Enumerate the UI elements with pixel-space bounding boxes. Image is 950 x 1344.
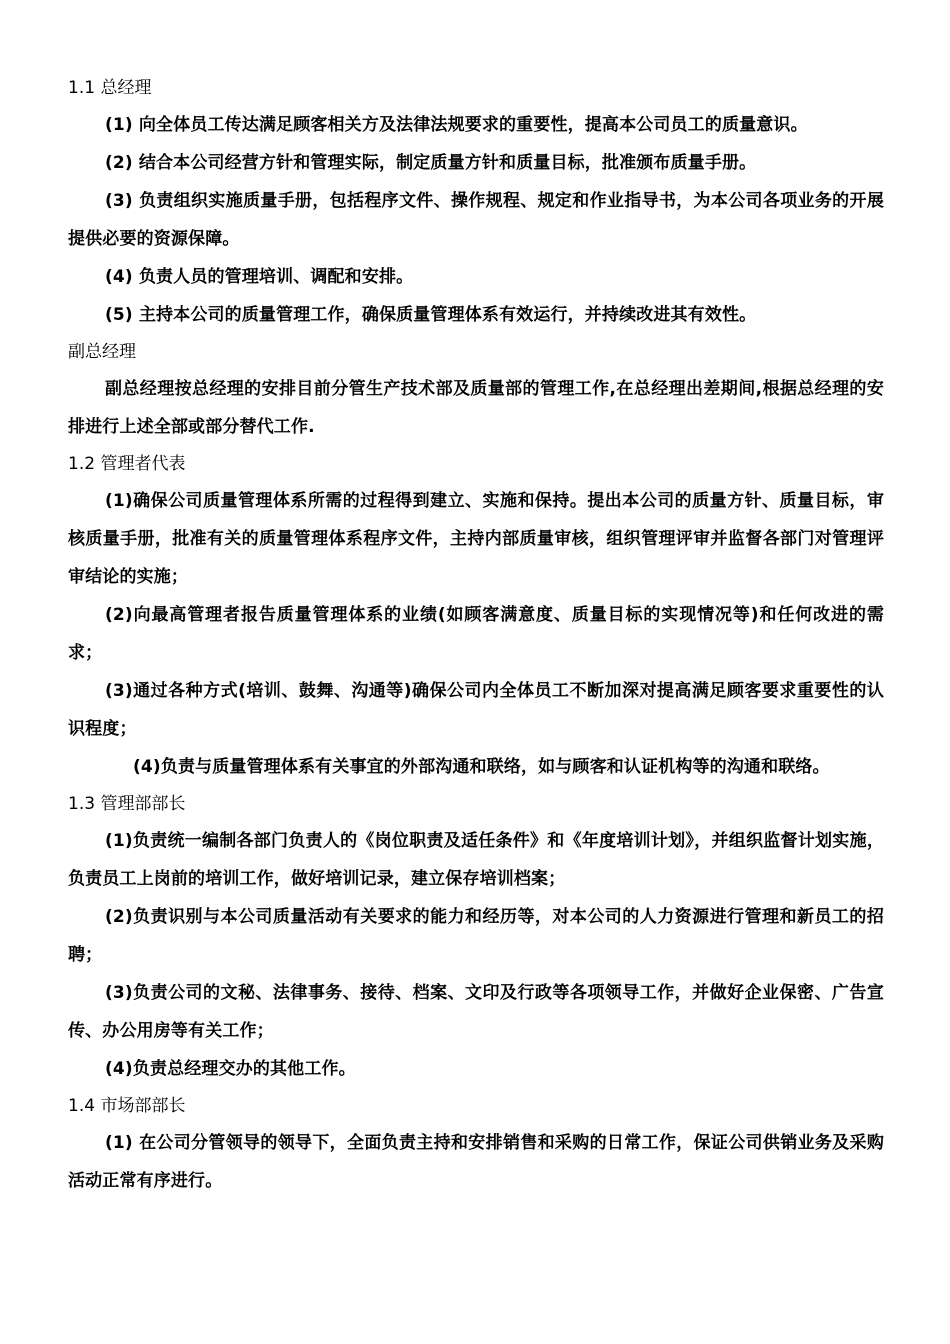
section-heading-admin-department-head: 1.3 管理部部长 (68, 794, 186, 814)
duty-paragraph: (3) 负责组织实施质量手册，包括程序文件、操作规程、规定和作业指导书，为本公司各项业务的开展提供必要的资源保障。 (68, 191, 884, 249)
duty-paragraph: (3)通过各种方式(培训、鼓舞、沟通等)确保公司内全体员工不断加深对提高满足顾客要求重要性的认识程度； (68, 681, 884, 739)
section-heading-marketing-department-head: 1.4 市场部部长 (68, 1096, 186, 1116)
duty-paragraph: (4) 负责人员的管理培训、调配和安排。 (105, 267, 414, 287)
section-heading-vice-general-manager: 副总经理 (68, 342, 136, 362)
duty-paragraph: (2)负责识别与本公司质量活动有关要求的能力和经历等，对本公司的人力资源进行管理和新员工的招聘； (68, 907, 884, 965)
duty-paragraph: (3)负责公司的文秘、法律事务、接待、档案、文印及行政等各项领导工作，并做好企业保密、广告宣传、办公用房等有关工作； (68, 983, 884, 1041)
duty-paragraph: 副总经理按总经理的安排目前分管生产技术部及质量部的管理工作,在总经理出差期间,根据总经理的安排进行上述全部或部分替代工作. (68, 379, 884, 437)
duty-paragraph: (1)负责统一编制各部门负责人的《岗位职责及适任条件》和《年度培训计划》，并组织监督计划实施，负责员工上岗前的培训工作，做好培训记录，建立保存培训档案； (68, 831, 884, 889)
duty-paragraph: (5) 主持本公司的质量管理工作，确保质量管理体系有效运行，并持续改进其有效性。 (105, 305, 757, 325)
section-heading-management-representative: 1.2 管理者代表 (68, 454, 186, 474)
duty-paragraph: (4)负责总经理交办的其他工作。 (105, 1059, 356, 1079)
duty-paragraph: (2) 结合本公司经营方针和管理实际，制定质量方针和质量目标，批准颁布质量手册。 (105, 153, 757, 173)
duty-paragraph: (2)向最高管理者报告质量管理体系的业绩(如顾客满意度、质量目标的实现情况等)和任何改进的需求； (68, 605, 884, 663)
duty-paragraph: (1) 向全体员工传达满足顾客相关方及法律法规要求的重要性，提高本公司员工的质量意识。 (105, 115, 808, 135)
document-page (68, 70, 884, 1200)
duty-paragraph: (1)确保公司质量管理体系所需的过程得到建立、实施和保持。提出本公司的质量方针、质量目标，审核质量手册，批准有关的质量管理体系程序文件，主持内部质量审核，组织管理评审并监督各部门对管理评审结论的实施； (68, 491, 884, 587)
duty-paragraph: (1) 在公司分管领导的领导下，全面负责主持和安排销售和采购的日常工作，保证公司供销业务及采购活动正常有序进行。 (68, 1133, 884, 1191)
duty-paragraph: (4)负责与质量管理体系有关事宜的外部沟通和联络，如与顾客和认证机构等的沟通和联络。 (133, 757, 830, 777)
section-heading-general-manager: 1.1 总经理 (68, 78, 152, 98)
